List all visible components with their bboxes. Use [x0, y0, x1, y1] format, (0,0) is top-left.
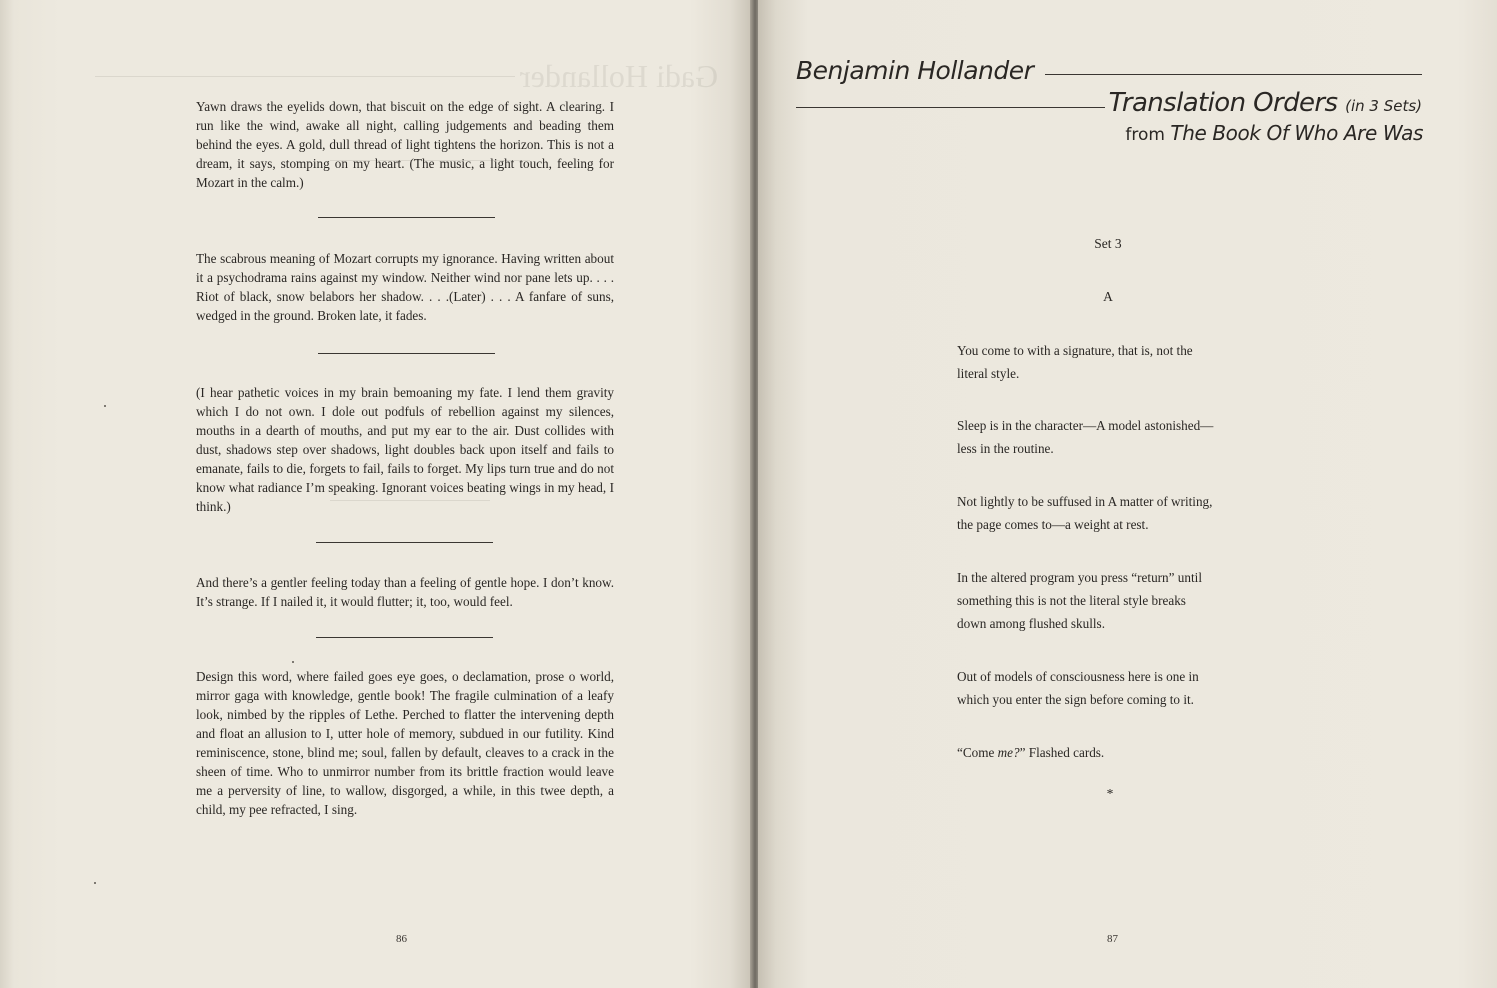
- stanza-line: the page comes to—a weight at rest.: [957, 517, 1149, 532]
- stanza-4: [957, 566, 1202, 635]
- show-through-title: Gadi Hollander: [520, 58, 719, 94]
- stanza-line: which you enter the sign before coming to it.: [957, 692, 1194, 707]
- series-title: [1109, 88, 1422, 118]
- paper-speck: [104, 405, 106, 407]
- paper-speck: [292, 661, 294, 663]
- stanza-5: [957, 665, 1199, 711]
- book-title: The Book Of Who Are Was: [1170, 121, 1423, 145]
- stanza-3: [957, 490, 1212, 536]
- closing-line: [957, 741, 1104, 764]
- stanza-line: down among flushed skulls.: [957, 616, 1105, 631]
- stanza-line: something this is not the literal style breaks: [957, 593, 1186, 608]
- series-note: (in 3 Sets): [1345, 97, 1422, 115]
- set-heading: Set 3: [1094, 236, 1122, 251]
- stanza-line: You come to with a signature, that is, not the: [957, 343, 1193, 358]
- paragraph-2: The scabrous meaning of Mozart corrupts my ignorance. Having written about it a psychodrama rains against my window. Neither wind nor pane lets up. . . . Riot of black, snow belabors her shadow. . . .(Later) . . . A fanfare of suns, wedged in the ground. Broken late, it fades.: [196, 251, 614, 323]
- header-rule-bottom: [796, 107, 1105, 108]
- header-rule-top: [1045, 74, 1422, 75]
- section-divider: [318, 353, 495, 354]
- section-divider: [318, 217, 495, 218]
- stanza-2: [957, 414, 1213, 460]
- paragraph-5: Design this word, where failed goes eye goes, o declamation, prose o world, mirror gaga with knowledge, gentle book! The fragile culmination of a leafy look, nimbed by the ripples of Lethe. Perched to flatter the intervening depth and float an allusion to I, utter hole of memory, subdued in our futility. Kind reminiscence, stone, blind me; soul, fallen by default, cleaves to a crack in the sheen of time. Who to unmirror number from its brittle fraction would leave me a perversity of line, to wallow, disgorged, a while, in this twee depth, a child, my pee refracted, I sing.: [196, 669, 614, 817]
- stanza-line: Not lightly to be suffused in A matter of writing,: [957, 494, 1213, 509]
- stanza-line: Sleep is in the character—A model astonished—: [957, 418, 1214, 433]
- closing-quote-open: “Come: [957, 745, 998, 760]
- closing-quote-rest: ” Flashed cards.: [1019, 745, 1105, 760]
- section-asterisk: *: [1106, 786, 1114, 801]
- paragraph-3: (I hear pathetic voices in my brain bemoaning my fate. I lend them gravity which I do not own. I dole out podfuls of rebellion against my silences, mouths in a dearth of mouths, and put my ear to the air. Dust collides with dust, shadows step over shadows, light doubles back upon itself and fails to emanate, fails to die, forgets to fail, fails to forget. My lips turn true and do not know what radiance I’m speaking. Ignorant voices beating wings in my head, I think.): [196, 385, 614, 514]
- section-divider: [316, 637, 493, 638]
- page-number-left: 86: [396, 933, 407, 945]
- section-heading: A: [1103, 289, 1113, 304]
- series-source: [1125, 121, 1423, 145]
- paragraph-4: And there’s a gentler feeling today than a feeling of gentle hope. I don’t know. It’s strange. If I nailed it, it would flutter; it, too, would feel.: [196, 575, 614, 609]
- from-label: from: [1125, 125, 1165, 145]
- show-through-rule: [95, 76, 515, 77]
- closing-emphasis: me?: [997, 745, 1020, 760]
- stanza-line: Out of models of consciousness here is one in: [957, 669, 1199, 684]
- page-number-right: 87: [1107, 933, 1118, 945]
- section-divider: [316, 542, 493, 543]
- stanza-1: [957, 339, 1193, 385]
- paper-speck: [94, 882, 96, 884]
- author-name: Benjamin Hollander: [796, 56, 1034, 85]
- stanza-line: less in the routine.: [957, 441, 1054, 456]
- stanza-line: In the altered program you press “return” until: [957, 570, 1202, 585]
- series-title-text: Translation Orders: [1108, 88, 1338, 118]
- stanza-line: literal style.: [957, 366, 1020, 381]
- paragraph-1: Yawn draws the eyelids down, that biscuit on the edge of sight. A clearing. I run like the wind, awake all night, calling judgements and beading them behind the eyes. A gold, dull thread of light tightens the horizon. This is not a dream, it says, stomping on my heart. (The music, a light touch, feeling for Mozart in the calm.): [196, 99, 614, 190]
